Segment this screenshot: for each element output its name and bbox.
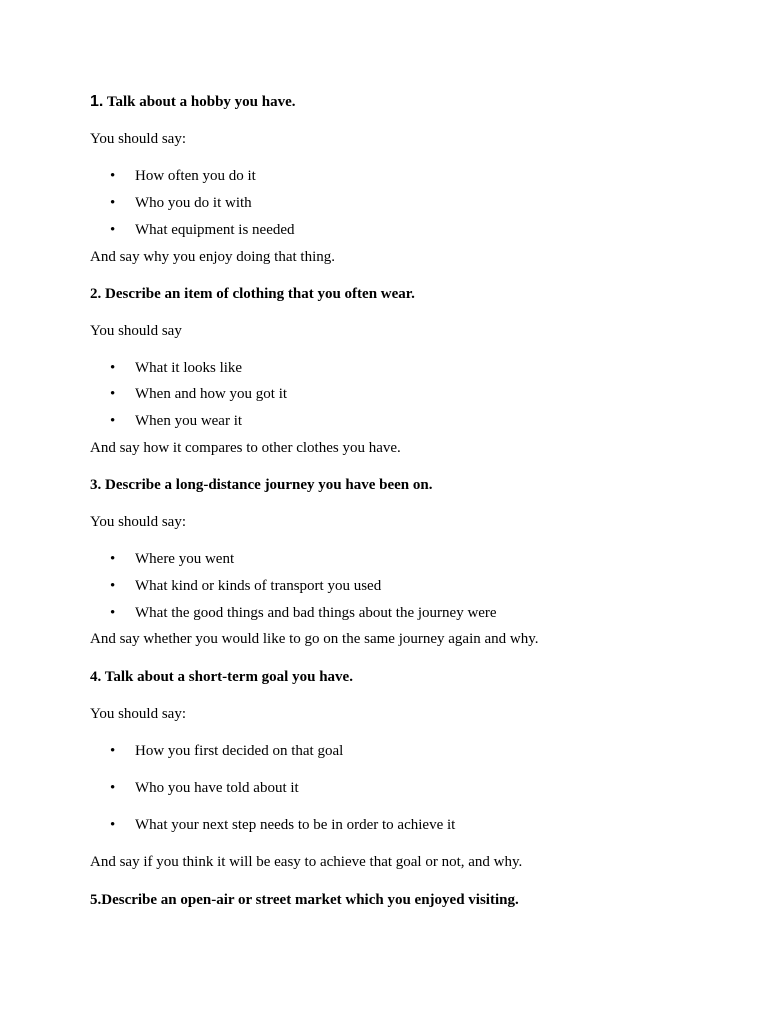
section-4-closing: And say if you think it will be easy to achieve that goal or not, and why. bbox=[90, 854, 523, 870]
bullet-icon: • bbox=[110, 605, 116, 621]
list-item: What your next step needs to be in order to achieve it bbox=[135, 817, 456, 833]
list-item: Who you do it with bbox=[135, 195, 252, 211]
section-title: Describe a long-distance journey you have been on. bbox=[105, 477, 433, 493]
section-1-prompt: You should say: bbox=[90, 131, 186, 147]
section-3-heading bbox=[90, 476, 433, 494]
section-2-heading bbox=[90, 285, 415, 303]
bullet-icon: • bbox=[110, 743, 116, 759]
section-4-prompt: You should say: bbox=[90, 706, 186, 722]
section-1-closing: And say why you enjoy doing that thing. bbox=[90, 249, 335, 265]
section-title: Describe an open-air or street market which you enjoyed visiting. bbox=[101, 892, 519, 908]
bullet-icon: • bbox=[110, 413, 116, 429]
bullet-icon: • bbox=[110, 551, 116, 567]
section-title: Talk about a short-term goal you have. bbox=[104, 669, 353, 685]
section-5-heading bbox=[90, 891, 519, 909]
list-item: Where you went bbox=[135, 551, 235, 567]
section-number: 2. bbox=[90, 286, 102, 302]
bullet-icon: • bbox=[110, 578, 116, 594]
bullet-icon: • bbox=[110, 195, 116, 211]
bullet-icon: • bbox=[110, 386, 116, 402]
section-title: Describe an item of clothing that you often wear. bbox=[105, 286, 415, 302]
section-number: 1. bbox=[90, 93, 104, 110]
list-item: What kind or kinds of transport you used bbox=[135, 578, 382, 594]
list-item: What the good things and bad things about the journey were bbox=[135, 605, 497, 621]
section-3-closing: And say whether you would like to go on the same journey again and why. bbox=[90, 631, 539, 647]
bullet-icon: • bbox=[110, 360, 116, 376]
list-item: When and how you got it bbox=[135, 386, 288, 402]
section-title: Talk about a hobby you have. bbox=[106, 94, 296, 110]
list-item: Who you have told about it bbox=[135, 780, 299, 796]
list-item: What it looks like bbox=[135, 360, 243, 376]
bullet-icon: • bbox=[110, 168, 116, 184]
section-2-closing: And say how it compares to other clothes you have. bbox=[90, 440, 401, 456]
list-item: How often you do it bbox=[135, 168, 256, 184]
section-number: 4. bbox=[90, 669, 102, 685]
bullet-icon: • bbox=[110, 817, 116, 833]
list-item: What equipment is needed bbox=[135, 222, 295, 238]
bullet-icon: • bbox=[110, 222, 116, 238]
bullet-icon: • bbox=[110, 780, 116, 796]
section-2-prompt: You should say bbox=[90, 323, 182, 339]
section-4-heading bbox=[90, 668, 353, 686]
section-number: 3. bbox=[90, 477, 102, 493]
section-3-prompt: You should say: bbox=[90, 514, 186, 530]
list-item: How you first decided on that goal bbox=[135, 743, 344, 759]
section-1-heading bbox=[90, 93, 296, 111]
section-number: 5. bbox=[90, 892, 102, 908]
list-item: When you wear it bbox=[135, 413, 243, 429]
